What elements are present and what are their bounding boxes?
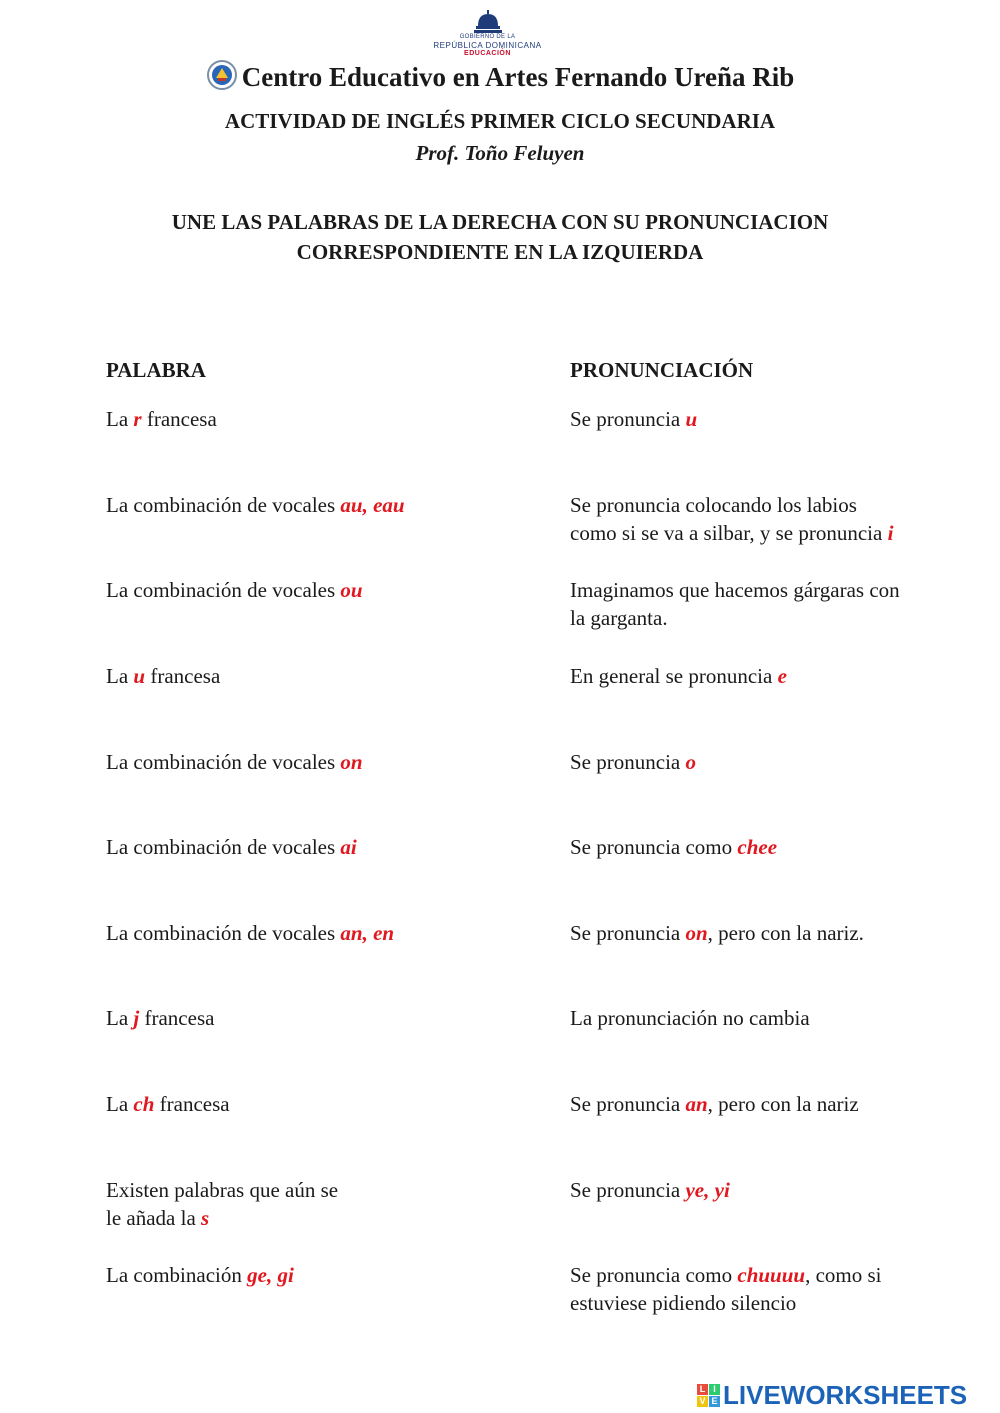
cell-text: Se pronuncia	[570, 750, 686, 774]
word-cell	[106, 833, 526, 861]
cell-text: La combinación de vocales	[106, 578, 341, 602]
cell-text: francesa	[141, 407, 217, 431]
cell-text: , pero con la nariz.	[707, 921, 864, 945]
cell-text: Existen palabras que aún se	[106, 1178, 339, 1202]
cell-text: Se pronuncia	[570, 921, 686, 945]
gov-line-1: GOBIERNO DE LA	[459, 34, 516, 40]
instruction-line-1: UNE LAS PALABRAS DE LA DERECHA CON SU PRONUNCIACION	[171, 210, 829, 234]
government-logo	[430, 10, 545, 66]
highlighted-sound: au, eau	[340, 493, 405, 517]
gov-line-3: EDUCACIÓN	[464, 50, 511, 57]
highlighted-sound: ch	[133, 1092, 155, 1116]
pronunciation-cell	[570, 1176, 960, 1204]
word-cell	[106, 1090, 526, 1118]
school-emblem-icon	[206, 60, 238, 90]
highlighted-sound: an, en	[340, 921, 395, 945]
word-cell	[106, 576, 526, 604]
brand-grid-letter: E	[709, 1396, 720, 1407]
highlighted-sound: u	[685, 407, 698, 431]
cell-text: En general se pronuncia	[570, 664, 778, 688]
word-cell	[106, 662, 526, 690]
highlighted-sound: chee	[737, 835, 778, 859]
brand-grid-letter: L	[697, 1384, 708, 1395]
highlighted-sound: o	[685, 750, 696, 774]
cell-text: como si se va a silbar, y se pronuncia	[570, 521, 888, 545]
pronunciation-cell	[570, 1004, 960, 1032]
cell-text: francesa	[154, 1092, 230, 1116]
cell-text: francesa	[139, 1006, 215, 1030]
highlighted-sound: ye, yi	[685, 1178, 730, 1202]
cell-text: estuviese pidiendo silencio	[570, 1291, 797, 1315]
brand-grid-letter: V	[697, 1396, 708, 1407]
highlighted-sound: chuuuu	[737, 1263, 806, 1287]
instructions	[0, 207, 1000, 267]
cell-text: Imaginamos que hacemos gárgaras con	[570, 578, 900, 602]
cell-text: Se pronuncia como	[570, 1263, 738, 1287]
highlighted-sound: e	[777, 664, 787, 688]
school-title	[0, 60, 1000, 94]
gov-line-2: REPÚBLICA DOMINICANA	[433, 41, 542, 50]
pronunciation-cell	[570, 748, 960, 776]
cell-text: La combinación de vocales	[106, 750, 341, 774]
word-cell	[106, 919, 526, 947]
highlighted-sound: r	[133, 407, 142, 431]
cell-text: La combinación de vocales	[106, 493, 341, 517]
brand-name: LIVEWORKSHEETS	[723, 1379, 968, 1410]
column-header-word: PALABRA	[106, 358, 206, 382]
pronunciation-cell	[570, 1090, 960, 1118]
dome-icon	[473, 10, 503, 34]
pronunciation-cell	[570, 662, 960, 690]
highlighted-sound: ou	[340, 578, 363, 602]
brand-grid-letter: I	[709, 1384, 720, 1395]
cell-text: , pero con la nariz	[707, 1092, 859, 1116]
activity-title: ACTIVIDAD DE INGLÉS PRIMER CICLO SECUNDARIA	[224, 109, 776, 133]
professor-name: Prof. Toño Feluyen	[415, 141, 585, 165]
pronunciation-cell	[570, 491, 960, 547]
cell-text: La pronunciación no cambia	[570, 1006, 810, 1030]
highlighted-sound: i	[887, 521, 894, 545]
highlighted-sound: on	[340, 750, 363, 774]
cell-text: Se pronuncia	[570, 407, 686, 431]
cell-text: Se pronuncia como	[570, 835, 738, 859]
cell-text: La combinación de vocales	[106, 835, 341, 859]
cell-text: francesa	[145, 664, 221, 688]
pronunciation-cell	[570, 405, 960, 433]
highlighted-sound: on	[685, 921, 708, 945]
highlighted-sound: ge, gi	[247, 1263, 294, 1287]
pronunciation-cell	[570, 576, 960, 632]
cell-text: La combinación	[106, 1263, 248, 1287]
cell-text: La	[106, 407, 134, 431]
highlighted-sound: an	[685, 1092, 708, 1116]
cell-text: La	[106, 1006, 134, 1030]
cell-text: La combinación de vocales	[106, 921, 341, 945]
pronunciation-cell	[570, 1261, 960, 1317]
instruction-line-2: CORRESPONDIENTE EN LA IZQUIERDA	[296, 240, 704, 264]
pronunciation-cell	[570, 833, 960, 861]
highlighted-sound: ai	[340, 835, 357, 859]
cell-text: La	[106, 1092, 134, 1116]
word-cell	[106, 1004, 526, 1032]
word-cell	[106, 1261, 526, 1289]
word-cell	[106, 491, 526, 519]
word-cell	[106, 748, 526, 776]
word-cell	[106, 405, 526, 433]
cell-text: Se pronuncia	[570, 1178, 686, 1202]
cell-text: Se pronuncia	[570, 1092, 686, 1116]
word-cell	[106, 1176, 526, 1232]
highlighted-sound: u	[133, 664, 146, 688]
column-header-pronunciation: PRONUNCIACIÓN	[570, 358, 754, 382]
cell-text: le añada la	[106, 1206, 202, 1230]
cell-text: Se pronuncia colocando los labios	[570, 493, 857, 517]
brand-grid-icon	[697, 1384, 720, 1407]
highlighted-sound: j	[133, 1006, 140, 1030]
cell-text: La	[106, 664, 134, 688]
school-name: Centro Educativo en Artes Fernando Ureña Rib	[241, 62, 795, 92]
liveworksheets-logo	[697, 1378, 967, 1412]
cell-text: , como si	[805, 1263, 882, 1287]
highlighted-sound: s	[201, 1206, 210, 1230]
cell-text: la garganta.	[570, 606, 668, 630]
pronunciation-cell	[570, 919, 960, 947]
